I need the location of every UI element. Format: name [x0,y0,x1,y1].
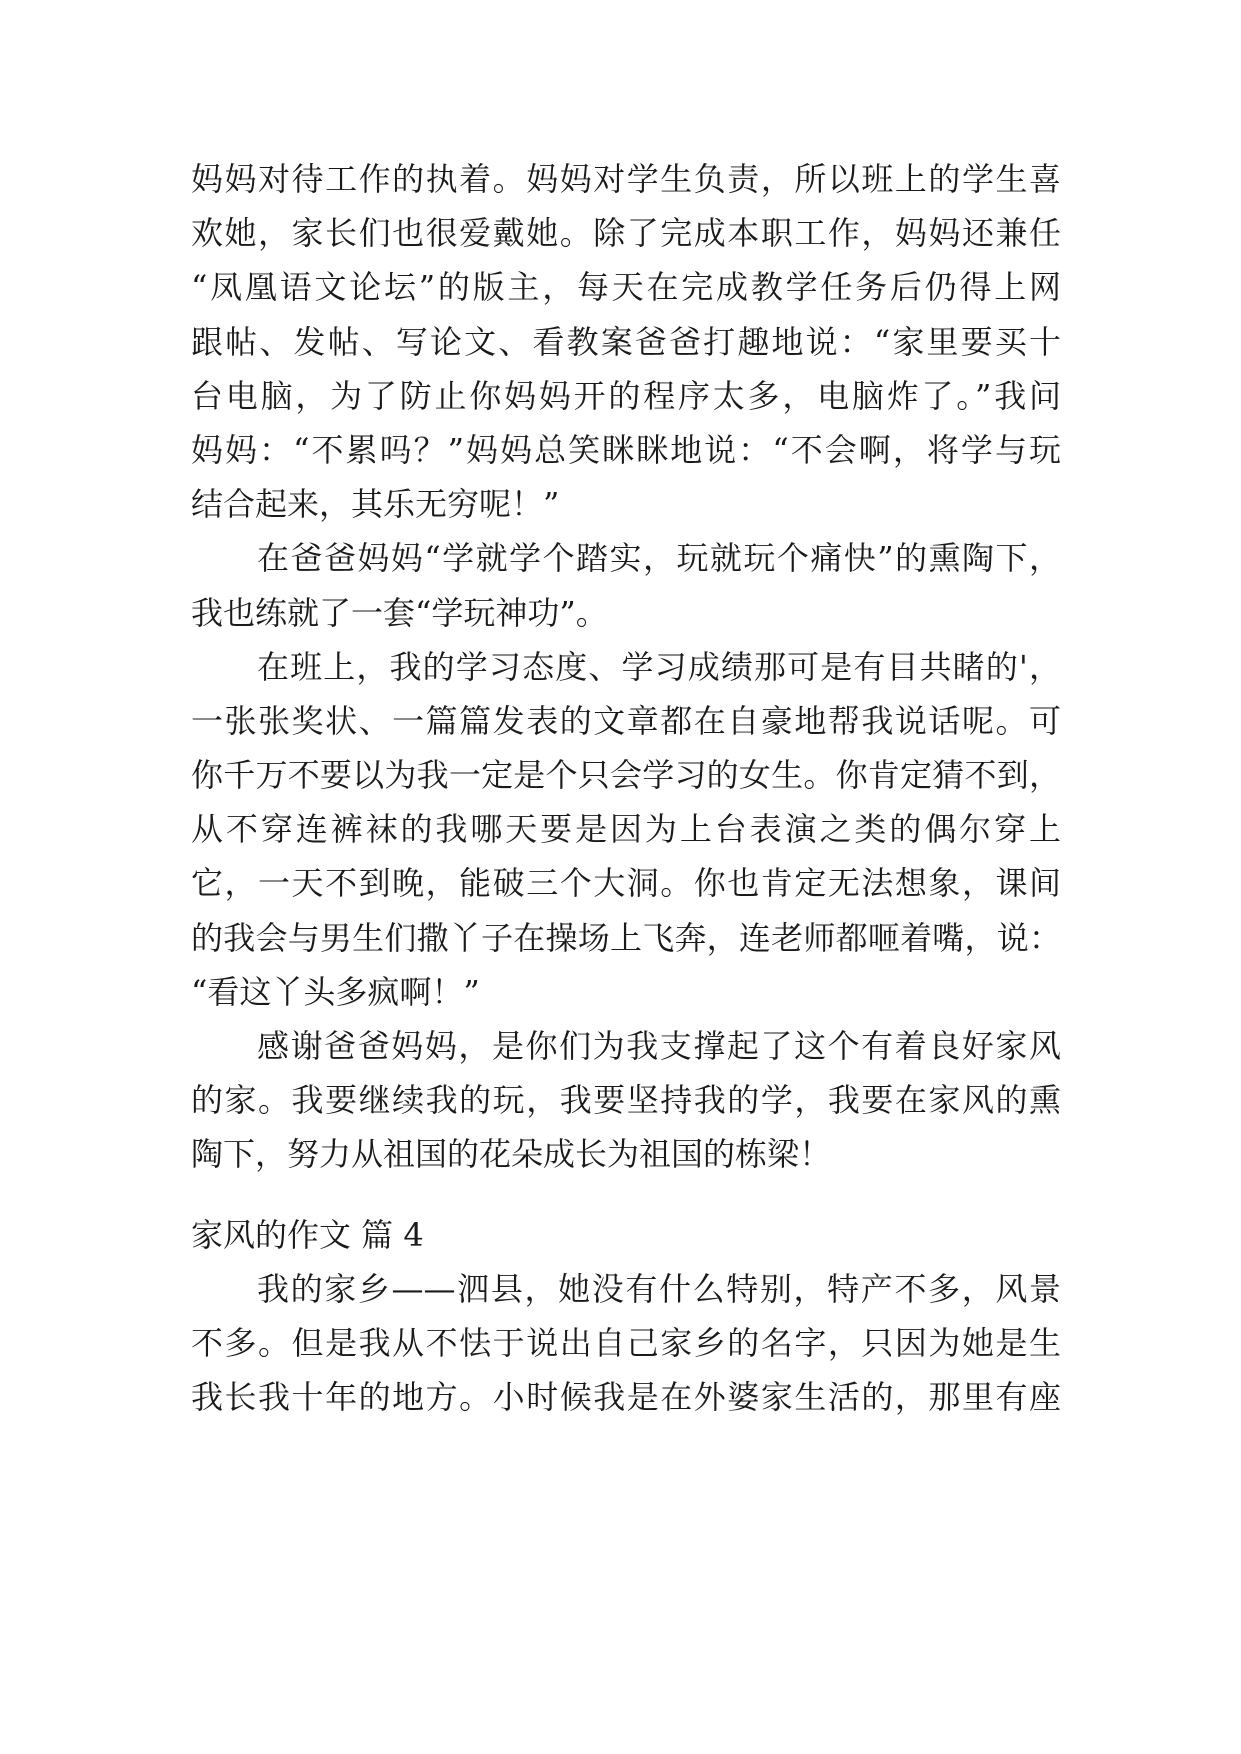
text-line: 的我会与男生们撒丫子在操场上飞奔，连老师都咂着嘴，说： [191,918,1061,957]
text-line: 妈妈对待工作的执着。妈妈对学生负责，所以班上的学生喜 [191,160,1061,198]
text-line: “看这丫头多疯啊！” [191,972,480,1011]
paragraph-1 [191,152,1061,531]
text-line: 妈妈：“不累吗？”妈妈总笑眯眯地说：“不会啊，将学与玩 [191,430,1061,469]
text-line: 从不穿连裤袜的我哪天要是因为上台表演之类的偶尔穿上 [191,810,1061,849]
section-heading: 家风的作文 篇 4 [191,1215,424,1254]
text-line: 在爸爸妈妈“学就学个踏实，玩就玩个痛快”的熏陶下， [257,539,1061,578]
paragraph-2 [191,531,1061,639]
text-line: 你千万不要以为我一定是个只会学习的女生。你肯定猜不到， [191,756,1061,795]
paragraph-4 [191,1019,1061,1182]
text-line: 我长我十年的地方。小时候我是在外婆家生活的，那里有座 [191,1378,1061,1417]
text-line: 结合起来，其乐无穷呢！” [191,485,560,524]
text-line: 陶下，努力从祖国的花朵成长为祖国的栋梁！ [191,1135,832,1174]
paragraph-3 [191,640,1061,1019]
text-line: 欢她，家长们也很爱戴她。除了完成本职工作，妈妈还兼任 [191,214,1061,253]
text-line: 跟帖、发帖、写论文、看教案爸爸打趣地说：“家里要买十 [191,322,1061,361]
text-line: 的家。我要继续我的玩，我要坚持我的学，我要在家风的熏 [191,1081,1061,1120]
section-paragraph [191,1262,1061,1425]
section-gap [191,1182,1061,1208]
text-line: 台电脑，为了防止你妈妈开的程序太多，电脑炸了。”我问 [191,376,1061,415]
text-line: 不多。但是我从不怯于说出自己家乡的名字，只因为她是生 [191,1323,1061,1362]
text-line: 我也练就了一套“学玩神功”。 [191,593,608,632]
text-line: 我的家乡——泗县，她没有什么特别，特产不多，风景 [257,1269,1061,1308]
document-body [191,152,1061,1424]
text-line: 一张张奖状、一篇篇发表的文章都在自豪地帮我说话呢。可 [191,701,1061,740]
text-line: 感谢爸爸妈妈，是你们为我支撑起了这个有着良好家风 [257,1027,1061,1065]
text-line: “凤凰语文论坛”的版主，每天在完成教学任务后仍得上网 [191,268,1061,307]
text-line: 它，一天不到晚，能破三个大洞。你也肯定无法想象，课间 [191,864,1061,903]
text-line: 在班上，我的学习态度、学习成绩那可是有目共睹的'， [257,647,1061,686]
